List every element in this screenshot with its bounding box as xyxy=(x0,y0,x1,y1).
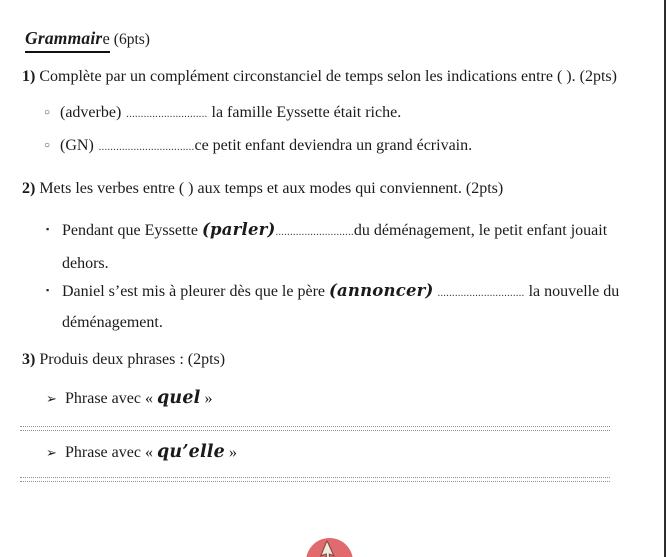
title-word xyxy=(25,28,110,53)
answer-blank-parler[interactable]: ........................... xyxy=(275,227,354,238)
answer-blank-gn[interactable]: ................................. xyxy=(98,142,195,153)
square-bullet-icon: ▪ xyxy=(46,285,50,295)
title-word-main: Grammair xyxy=(25,28,103,48)
question-1 xyxy=(22,67,617,87)
answer-line-quelle[interactable] xyxy=(20,477,610,482)
verb-annoncer: (annoncer) xyxy=(329,281,434,300)
title-points: (6pts) xyxy=(113,31,150,48)
question-2-text: Mets les verbes entre ( ) aux temps et aux modes qui conviennent. (2pts) xyxy=(39,180,504,197)
q1-item-adverbe xyxy=(44,103,401,125)
page-edge-divider xyxy=(664,0,666,557)
question-3-text: Produis deux phrases : (2pts) xyxy=(39,351,226,368)
q1-item-adverbe-label: (adverbe) xyxy=(60,104,122,121)
mouse-pointer-icon xyxy=(317,540,339,557)
title-word-tail: e xyxy=(102,29,110,48)
q2-item-annoncer-after: la nouvelle du xyxy=(524,283,620,300)
q3-item-quelle xyxy=(46,442,237,463)
q2-item-annoncer-line2: déménagement. xyxy=(62,314,163,331)
question-2-number: 2) xyxy=(22,180,36,197)
question-1-number: 1) xyxy=(22,68,36,85)
q2-item-annoncer xyxy=(46,280,619,304)
q3-item-quel xyxy=(46,388,213,409)
q1-item-adverbe-text: la famille Eyssette était riche. xyxy=(207,104,402,121)
answer-blank-adverbe[interactable]: ............................ xyxy=(126,109,208,120)
q2-item-annoncer-pre: Daniel s’est mis à pleurer dès que le père xyxy=(62,283,330,300)
keyword-quelle: qu’elle xyxy=(156,442,225,462)
q3-item-quel-post: » xyxy=(200,390,213,407)
arrow-bullet-icon: ➢ xyxy=(46,391,57,406)
q3-item-quel-pre: Phrase avec « xyxy=(65,390,157,407)
circle-bullet-icon: ○ xyxy=(44,107,51,118)
square-bullet-icon: ▪ xyxy=(46,224,50,234)
q1-item-gn xyxy=(44,136,472,158)
q3-item-quelle-pre: Phrase avec « xyxy=(65,444,157,461)
question-1-text: Complète par un complément circonstanciel de temps selon les indications entre ( ). (2pts) xyxy=(39,68,617,85)
answer-blank-annoncer[interactable]: .............................. xyxy=(437,288,525,299)
click-indicator xyxy=(306,538,353,557)
section-title xyxy=(25,28,150,53)
q2-item-parler-line2: dehors. xyxy=(62,255,109,272)
q1-item-gn-text: ce petit enfant deviendra un grand écrivain. xyxy=(194,137,473,154)
q2-item-parler-after: du déménagement, le petit enfant jouait xyxy=(353,222,608,239)
verb-parler: (parler) xyxy=(201,220,276,239)
question-3 xyxy=(22,350,225,370)
q2-item-parler-pre: Pendant que Eyssette xyxy=(62,222,202,239)
answer-line-quel[interactable] xyxy=(20,426,610,431)
keyword-quel: quel xyxy=(156,388,201,408)
q3-item-quelle-post: » xyxy=(225,444,237,461)
circle-bullet-icon: ○ xyxy=(44,140,51,151)
question-3-number: 3) xyxy=(22,351,36,368)
q2-item-parler xyxy=(46,219,607,243)
question-2 xyxy=(22,179,503,199)
q1-item-gn-label: (GN) xyxy=(60,137,94,154)
arrow-bullet-icon: ➢ xyxy=(46,445,57,460)
